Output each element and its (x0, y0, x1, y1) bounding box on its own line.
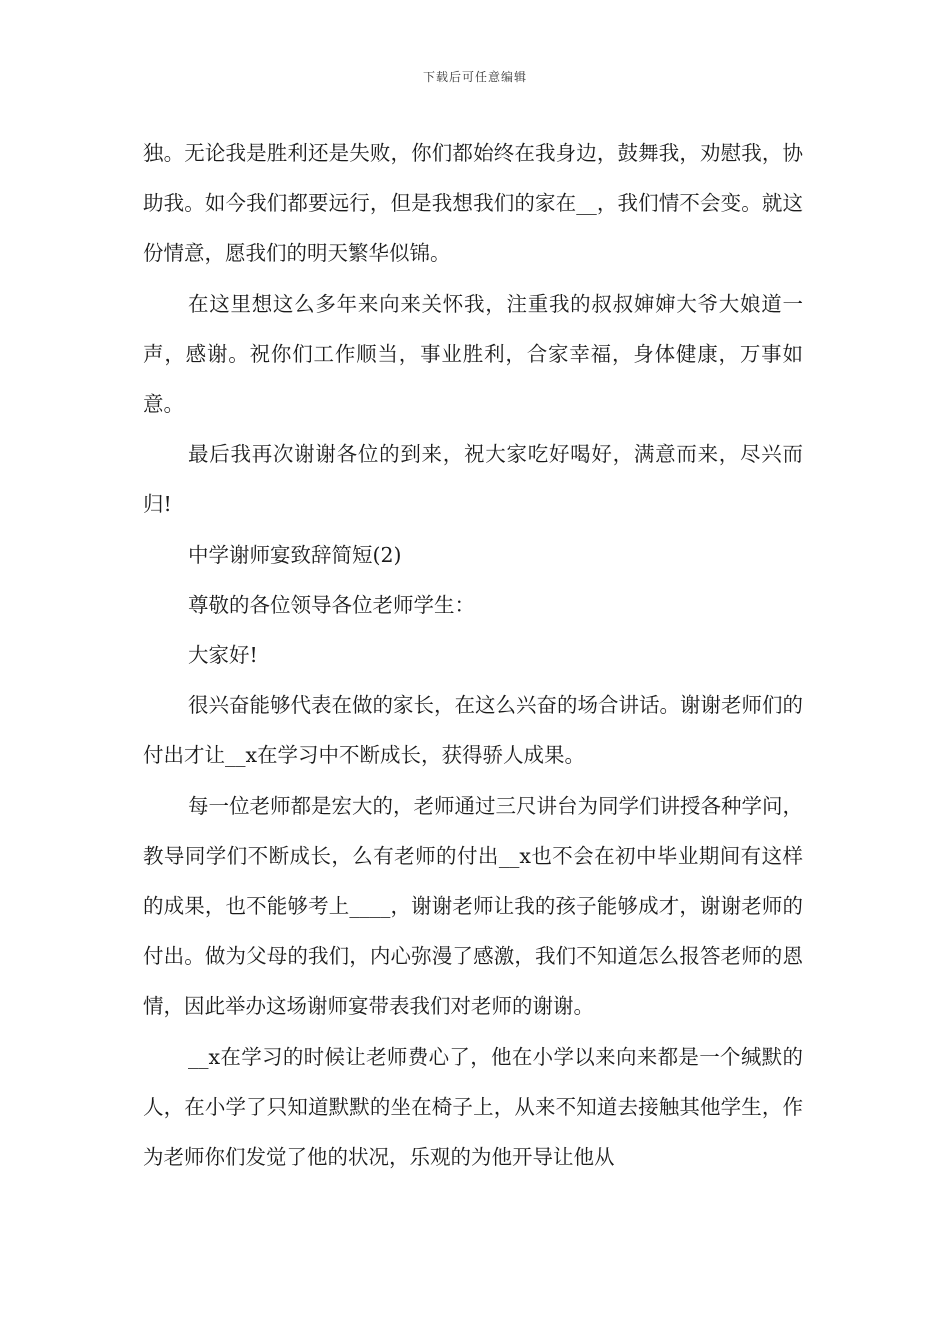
paragraph: __x在学习的时候让老师费心了，他在小学以来向来都是一个缄默的人，在小学了只知道默默的坐在椅子上，从来不知道去接触其他学生，作为老师你们发觉了他的状况，乐观的为他开导让他从 (143, 1044, 803, 1170)
salutation: 尊敬的各位领导各位老师学生： (188, 592, 475, 617)
paragraph: 独。无论我是胜利还是失败，你们都始终在我身边，鼓舞我，劝慰我，协助我。如今我们都要远行，但是我想我们的家在__，我们情不会变。就这份情意，愿我们的明天繁华似锦。 (143, 141, 803, 266)
greeting: 大家好! (188, 643, 258, 668)
paragraph: 最后我再次谢谢各位的到来，祝大家吃好喝好，满意而来，尽兴而归! (143, 442, 803, 517)
page-header: 下载后可任意编辑 (422, 70, 527, 84)
section-title: 中学谢师宴致辞简短(2) (188, 542, 402, 567)
document-body (143, 128, 803, 1182)
paragraph: 每一位老师都是宏大的，老师通过三尺讲台为同学们讲授各种学问，教导同学们不断成长，么有老师的付出__x也不会在初中毕业期间有这样的成果，也不能够考上____，谢谢老师让我的孩子能够成才，谢谢老师的付出。做为父母的我们，内心弥漫了感激，我们不知道怎么报答老师的恩情，因此举办这场谢师宴带表我们对老师的谢谢。 (143, 793, 803, 1019)
paragraph: 在这里想这么多年来向来关怀我，注重我的叔叔婶婶大爷大娘道一声，感谢。祝你们工作顺当，事业胜利，合家幸福，身体健康，万事如意。 (143, 291, 803, 417)
paragraph: 很兴奋能够代表在做的家长，在这么兴奋的场合讲话。谢谢老师们的付出才让__x在学习中不断成长，获得骄人成果。 (143, 693, 803, 768)
